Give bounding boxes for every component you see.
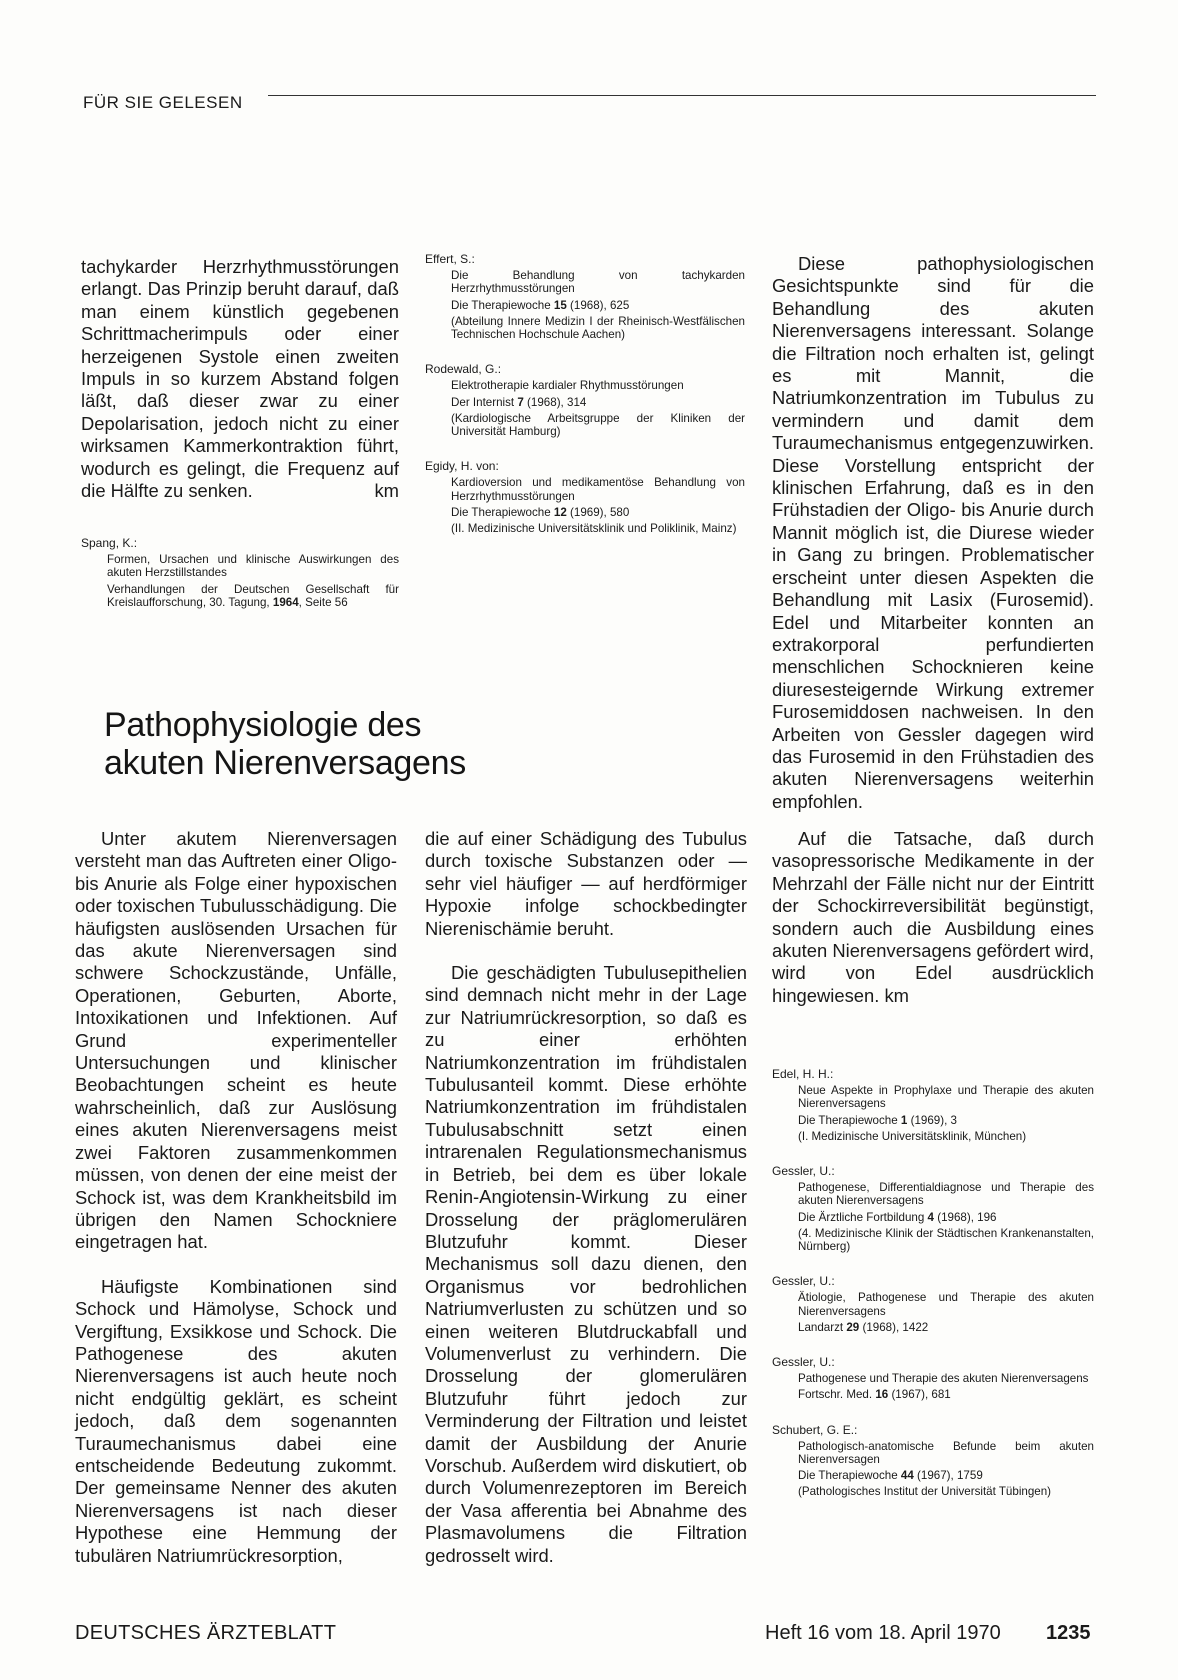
reference-body — [772, 1084, 1094, 1143]
reference-entry — [81, 537, 399, 609]
reference-title: Formen, Ursachen und klinische Auswirkungen des akuten Herzstillstandes — [107, 553, 399, 580]
reference-affiliation: (Pathologisches Institut der Universität Tübingen) — [798, 1485, 1052, 1499]
reference-affiliation: (Abteilung Innere Medizin I der Rheinisch-Westfälischen Technischen Hochschule Aachen) — [451, 314, 745, 342]
reference-body — [425, 379, 745, 438]
reference-title: Die Behandlung von tachykarden Herzrhythmusstörungen — [451, 269, 745, 296]
paragraph-text: Die geschädigten Tubulusepithelien sind demnach nicht mehr in der Lage zur Natriumrückresorption, so daß es zu einer erhöhten Natriumkonzentration im frühdistalen Tubulusanteil kommt. Diese erhöhte Natriumkonzentration im frühdistalen Tubulusabschnitt setzt einen intrarenalen Regulationsmechanismus in Betrieb, bei dem es über lokale Renin-Angiotensin-Wirkung zu einer Drosselung der präglomerulären Blutzufuhr kommt. Dieser Mechanismus soll dazu dienen, den Organismus vor bedrohlichen Natriumverlusten zu schützen und so einen weiteren Blutdruckabfall und Volumenverlust zu verhindern. Die Drosselung der glomerulären Blutzufuhr führt jedoch zur Verminderung der Filtration und leistet damit der Ausbildung der Anurie Vorschub. Außerdem wird diskutiert, ob durch Volumenrezeptoren im Bereich der Vasa afferentia bei Abnahme des Plasmavolumens die Filtration gedrosselt wird. — [425, 962, 747, 1566]
reference-author: Spang, K.: — [81, 536, 138, 550]
paragraph-text: Diese pathophysiologischen Gesichtspunkte sind für die Behandlung des akuten Nierenversagens interessant. Solange die Filtration noch erhalten ist, gelingt es mit Mannit, die Natriumkonzentration im Tubulus zu vermindern und damit dem Turaumechanismus entgegenzuwirken. Diese Vorstellung entspricht der klinischen Erfahrung, daß es in den Frühstadien der Oligo- bis Anurie durch Mannit möglich ist, die Diurese wieder in Gang zu bringen. Problematischer erscheint unter diesen Aspekten die Behandlung mit Lasix (Furosemid). Edel und Mitarbeiter konnten an extrakorporal perfundierten menschlichen Schocknieren keine diuresesteigernde Wirkung extremer Furosemiddosen nachweisen. In den Arbeiten von Gessler dagegen wird das Furosemid in den Frühstadien des akuten Nierenversagens weiterhin empfohlen. — [772, 253, 1094, 812]
reference-volume: 4 — [927, 1210, 934, 1224]
reference-source — [798, 1469, 1094, 1482]
reference-author: Gessler, U.: — [772, 1355, 835, 1370]
reference-source-text: (1967), 1759 — [913, 1469, 983, 1483]
reference-volume: 16 — [875, 1388, 889, 1402]
reference-list-top-left — [81, 537, 399, 631]
column-3-top-text — [772, 253, 1094, 813]
reference-source-text: Fortschr. Med. — [798, 1388, 876, 1402]
reference-source-text: Der Internist — [451, 395, 518, 409]
reference-source-text: Die Therapiewoche — [798, 1113, 901, 1127]
reference-body — [425, 269, 745, 341]
reference-author: Effert, S.: — [425, 252, 475, 266]
reference-volume: 1 — [900, 1113, 908, 1127]
reference-author: Edel, H. H.: — [772, 1067, 834, 1081]
reference-title: Pathologisch-anatomische Befunde beim akuten Nierenversagen — [798, 1439, 1094, 1467]
reference-body — [772, 1372, 1094, 1401]
reference-source-text: (1968), 314 — [523, 395, 587, 409]
page-number: 1235 — [1046, 1622, 1091, 1644]
reference-author: Schubert, G. E.: — [772, 1422, 858, 1437]
reference-source — [798, 1114, 1094, 1127]
reference-list-bottom-right — [772, 1068, 1094, 1521]
header-rule — [268, 95, 1096, 96]
reference-source — [798, 1321, 1094, 1334]
reference-title: Elektrotherapie kardialer Rhythmusstörungen — [451, 379, 684, 393]
reference-affiliation: (II. Medizinische Universitätsklinik und Poliklinik, Mainz) — [451, 522, 737, 536]
paragraph-text: Auf die Tatsache, daß durch vasopressorische Medikamente in der Mehrzahl der Fälle nicht nur der Eintritt der Schockirreversibilität begünstigt, sondern auch die Ausbildung eines akuten Nierenversagens gefördert wird, wird von Edel ausdrücklich hingewiesen. — [772, 828, 1095, 1006]
reference-entry — [425, 363, 745, 438]
reference-volume: 1964 — [272, 595, 299, 609]
reference-author: Egidy, H. von: — [425, 459, 499, 474]
paragraph-text: die auf einer Schädigung des Tubulus durch toxische Substanzen oder — sehr viel häufiger — auf herdförmiger Hypoxie infolge schockbedingter Nierenischämie beruht. — [425, 828, 747, 939]
reference-source-text: (1968), 196 — [933, 1210, 997, 1224]
reference-body — [772, 1440, 1094, 1499]
reference-title: Kardioversion und medikamentöse Behandlung von Herzrhythmusstörungen — [451, 476, 745, 503]
reference-entry — [772, 1165, 1094, 1253]
reference-body — [81, 553, 399, 609]
reference-entry — [772, 1356, 1094, 1402]
headline-line-2: akuten Nierenversagens — [104, 744, 466, 782]
paragraph-text: Unter akutem Nierenversagen versteht man das Auftreten einer Oligo- bis Anurie als Folge einer hypoxischen oder toxischen Tubulusschädigung. Die häufigsten auslösenden Ursachen für das akute Nierenversagen sind schwere Schockzustände, Unfälle, Operationen, Geburten, Aborte, Intoxikationen und Infektionen. Auf Grund experimenteller Untersuchungen und klinischer Beobachtungen scheint es heute wahrscheinlich, daß zur Auslösung eines akuten Nierenversagens meist zwei Faktoren zusammenkommen müssen, von denen der eine meist der Schock ist, was dem Krankheitsbild im übrigen den Namen Schockniere eingetragen hat. — [75, 828, 397, 1253]
headline-line-1: Pathophysiologie des — [104, 706, 422, 744]
reference-source — [451, 506, 745, 519]
paragraph-text: tachykarder Herzrhythmusstörungen erlangt. Das Prinzip beruht darauf, daß man einem künstlich gegebenen Schrittmacherimpuls oder einer herzeigenen Systole einen zweiten Impuls in so kurzem Abstand folgen läßt, daß dieser zwar zu einer Depolarisation, jedoch nicht zu einer wirksamen Kammerkontraktion führt, wodurch es gelingt, die Frequenz auf die Hälfte zu senken. — [81, 256, 399, 502]
reference-source-text: Die Therapiewoche — [451, 298, 554, 312]
reference-entry — [772, 1068, 1094, 1143]
reference-affiliation: (Kardiologische Arbeitsgruppe der Kliniken der Universität Hamburg) — [451, 411, 745, 439]
reference-author: Gessler, U.: — [772, 1274, 835, 1289]
reference-source — [107, 583, 399, 609]
reference-title: Pathogenese und Therapie des akuten Nierenversagens — [798, 1372, 1089, 1386]
reference-entry — [772, 1275, 1094, 1334]
reference-source-text: Die Therapiewoche — [451, 505, 554, 519]
reference-volume: 7 — [517, 395, 524, 409]
reference-title: Ätiologie, Pathogenese und Therapie des akuten Nierenversagens — [798, 1291, 1094, 1318]
author-signature: km — [374, 480, 399, 502]
reference-entry — [425, 253, 745, 341]
reference-source — [451, 396, 745, 409]
journal-name: DEUTSCHES ÄRZTEBLATT — [75, 1622, 337, 1644]
reference-source-text: (1969), 580 — [566, 505, 630, 519]
reference-source-text: Die Ärztliche Fortbildung — [798, 1210, 928, 1224]
reference-source-text: Verhandlungen der Deutschen Gesellschaft für Kreislaufforschung, 30. Tagung, — [107, 582, 399, 609]
reference-source-text: Landarzt — [798, 1320, 847, 1334]
column-3-bottom-text — [772, 828, 1094, 1007]
reference-entry — [772, 1424, 1094, 1499]
column-1-bottom-text — [75, 828, 397, 1567]
author-signature: km — [884, 984, 909, 1006]
reference-volume: 29 — [846, 1320, 860, 1334]
reference-title: Neue Aspekte in Prophylaxe und Therapie des akuten Nierenversagens — [798, 1084, 1094, 1111]
reference-source-text: (1968), 1422 — [859, 1320, 929, 1334]
reference-list-top-middle — [425, 253, 745, 557]
reference-volume: 44 — [900, 1469, 914, 1483]
reference-source — [798, 1388, 1094, 1401]
reference-source-text: (1967), 681 — [888, 1388, 951, 1402]
reference-affiliation: (I. Medizinische Universitätsklinik, München) — [798, 1129, 1027, 1143]
reference-source — [798, 1211, 1094, 1224]
reference-author: Gessler, U.: — [772, 1164, 835, 1179]
reference-source-text: Die Therapiewoche — [798, 1469, 901, 1483]
reference-body — [772, 1291, 1094, 1334]
reference-body — [425, 476, 745, 535]
article-headline — [104, 706, 466, 782]
paragraph-text: Häufigste Kombinationen sind Schock und Hämolyse, Schock und Vergiftung, Exsikkose und Schock. Die Pathogenese des akuten Nierenversagens ist auch heute noch nicht endgültig geklärt, es scheint jedoch, daß dem sogenannten Turaumechanismus dabei eine entscheidende Bedeutung zukommt. Der gemeinsame Nenner des akuten Nierenversagens ist nach dieser Hypothese eine Hemmung der tubulären Natriumrückresorption, — [75, 1275, 397, 1566]
reference-author: Rodewald, G.: — [425, 362, 502, 377]
column-1-top-text — [81, 256, 399, 502]
reference-volume: 12 — [553, 505, 567, 519]
reference-source-text: , Seite 56 — [298, 595, 348, 609]
issue-info: Heft 16 vom 18. April 1970 — [765, 1622, 1001, 1644]
reference-title: Pathogenese, Differentialdiagnose und Therapie des akuten Nierenversagens — [798, 1181, 1094, 1208]
reference-source — [451, 299, 745, 312]
reference-entry — [425, 460, 745, 535]
reference-source-text: (1968), 625 — [566, 298, 630, 312]
reference-affiliation: (4. Medizinische Klinik der Städtischen Krankenanstalten, Nürnberg) — [798, 1226, 1094, 1254]
reference-volume: 15 — [553, 298, 567, 312]
column-2-bottom-text — [425, 828, 747, 1567]
reference-body — [772, 1181, 1094, 1253]
section-label: FÜR SIE GELESEN — [83, 93, 243, 112]
reference-source-text: (1969), 3 — [907, 1113, 957, 1127]
